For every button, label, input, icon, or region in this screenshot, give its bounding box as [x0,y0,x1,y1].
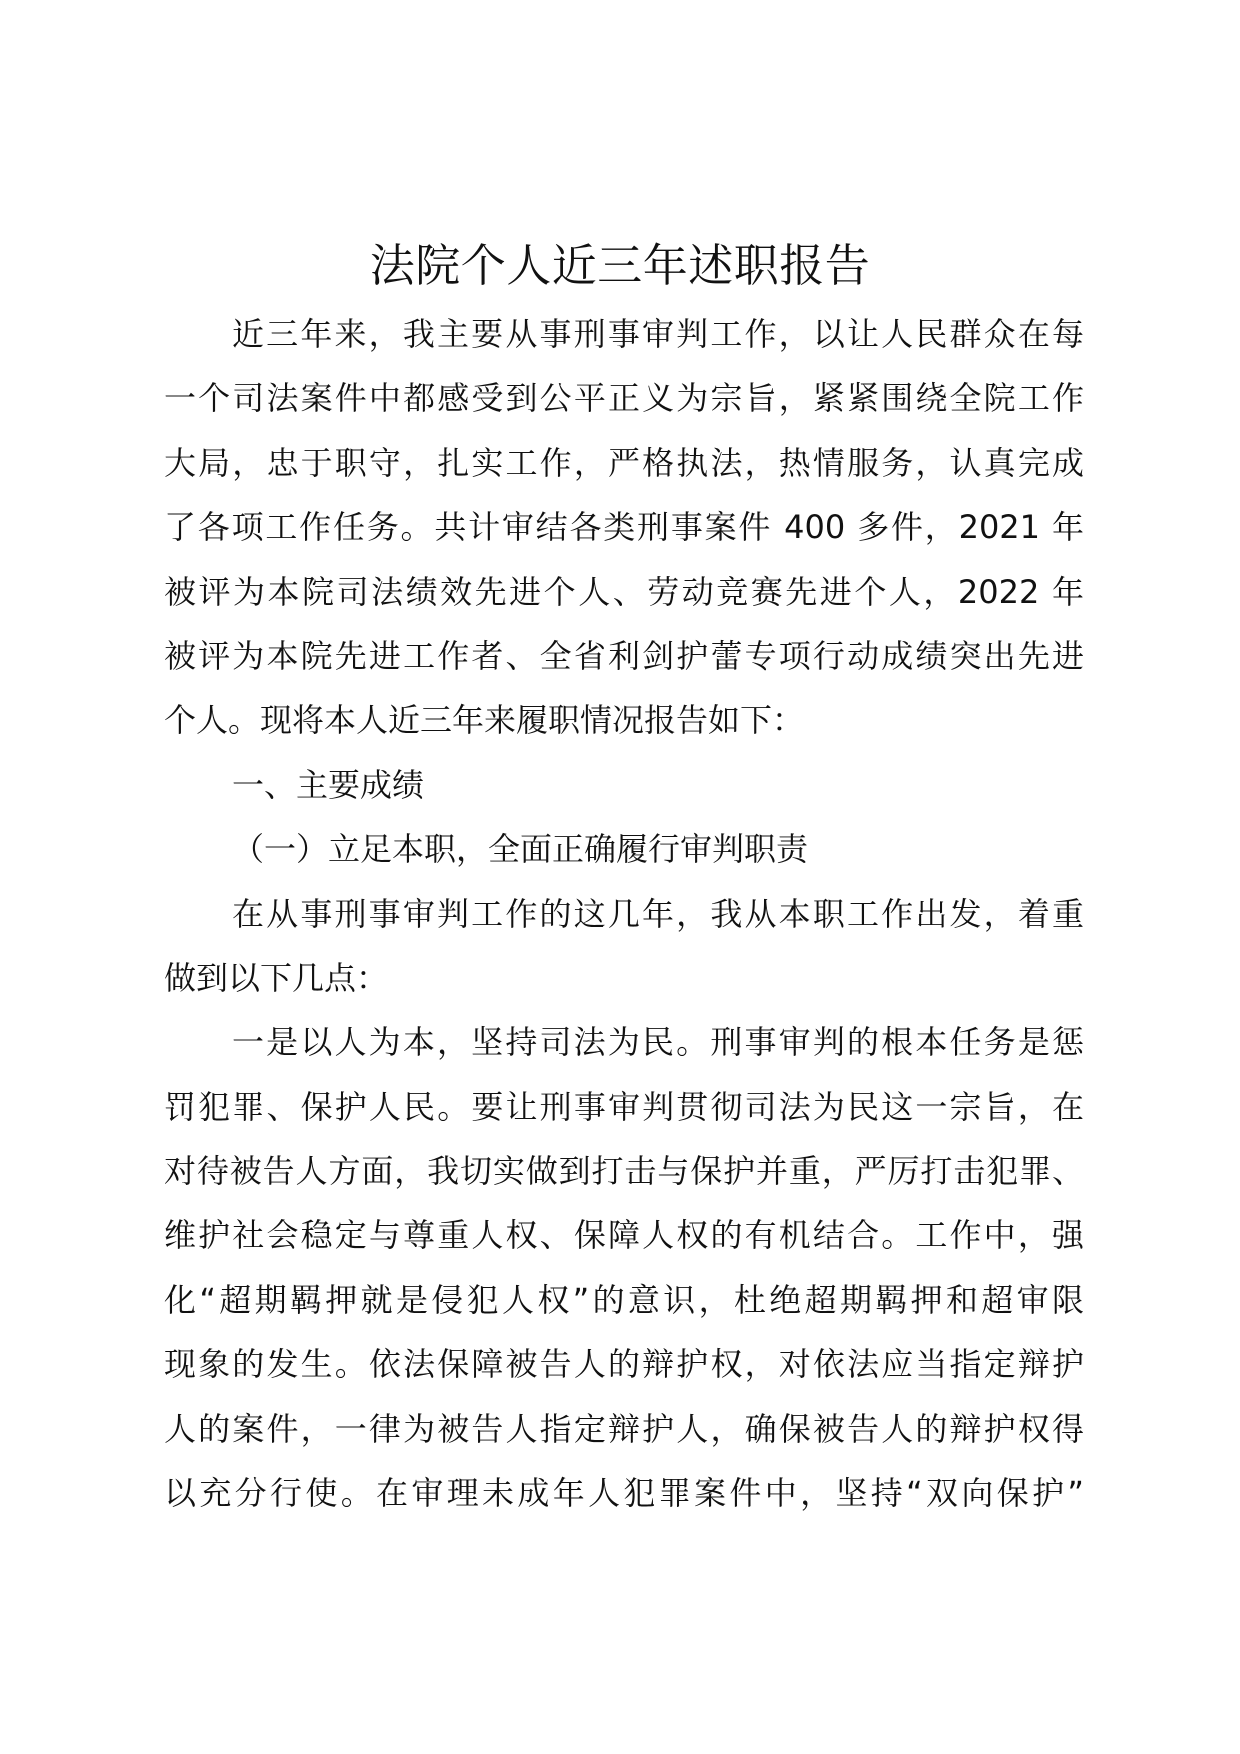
text-line: 大局，忠于职守，扎实工作，严格执法，热情服务，认真完成 [164,443,1084,482]
document-title: 法院个人近三年述职报告 [369,239,871,292]
text-line: 以充分行使。在审理未成年人犯罪案件中，坚持“双向保护” [164,1474,1084,1513]
text-line: 个人。现将本人近三年来履职情况报告如下： [164,701,805,740]
text-line: 一是以人为本，坚持司法为民。刑事审判的根本任务是惩 [232,1023,1084,1062]
text-line: 一、主要成绩 [232,765,425,804]
text-line: 现象的发生。依法保障被告人的辩护权，对依法应当指定辩护 [164,1345,1084,1384]
text-line: 被评为本院先进工作者、全省利剑护蕾专项行动成绩突出先进 [164,636,1084,675]
text-line: （一）立足本职，全面正确履行审判职责 [232,830,809,869]
text-line: 维护社会稳定与尊重人权、保障人权的有机结合。工作中，强 [164,1216,1084,1255]
text-line: 被评为本院司法绩效先进个人、劳动竞赛先进个人，2022 年 [164,572,1084,611]
text-line: 在从事刑事审判工作的这几年，我从本职工作出发，着重 [232,894,1084,933]
document-body [164,302,1084,1525]
text-line: 罚犯罪、保护人民。要让刑事审判贯彻司法为民这一宗旨，在 [164,1087,1084,1126]
text-line: 人的案件，一律为被告人指定辩护人，确保被告人的辩护权得 [164,1409,1084,1448]
text-line: 了各项工作任务。共计审结各类刑事案件 400 多件，2021 年 [164,508,1084,547]
text-line: 化“超期羁押就是侵犯人权”的意识，杜绝超期羁押和超审限 [164,1280,1084,1319]
text-line: 一个司法案件中都感受到公平正义为宗旨，紧紧围绕全院工作 [164,379,1084,418]
text-line: 做到以下几点： [164,958,389,997]
text-line: 对待被告人方面，我切实做到打击与保护并重，严厉打击犯罪、 [164,1152,1084,1191]
text-line: 近三年来，我主要从事刑事审判工作，以让人民群众在每 [232,315,1084,353]
